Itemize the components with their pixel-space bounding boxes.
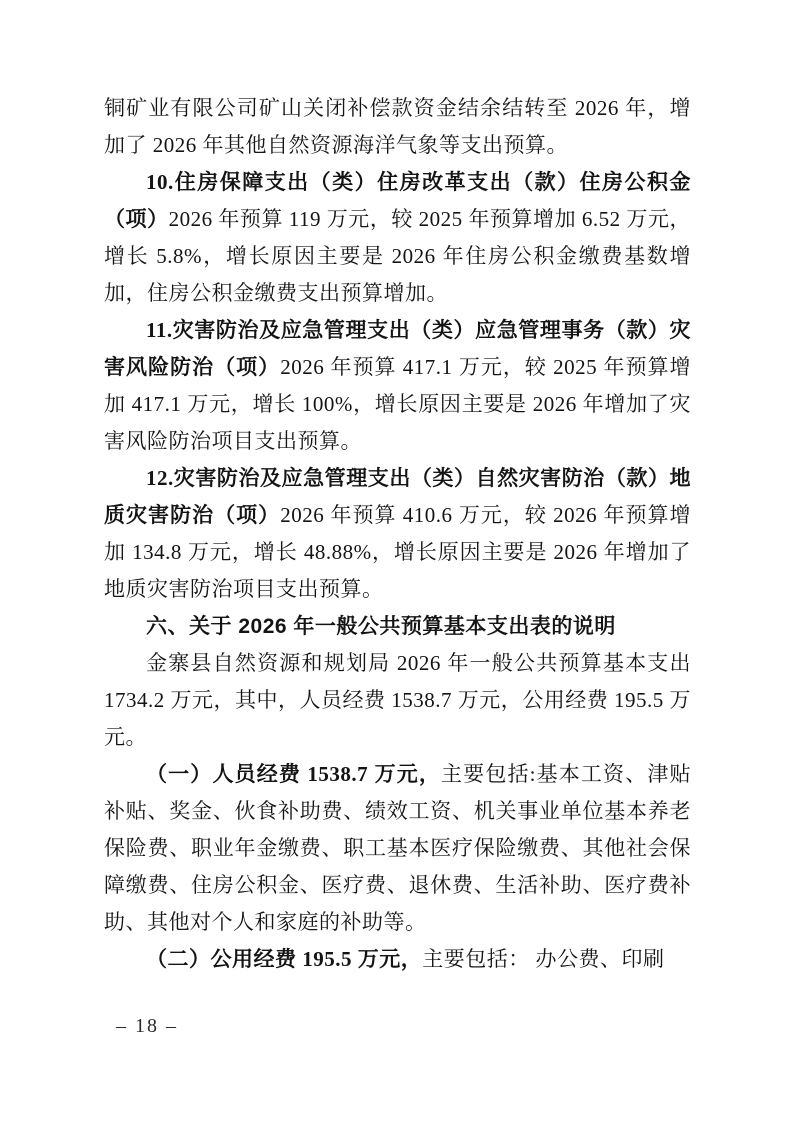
para-item-11-disaster-risk-prevention bbox=[104, 312, 691, 460]
para-carryover-continuation bbox=[104, 90, 691, 164]
text-run: 2026 年预算 417.1 万元，较 2025 年预算增加 417.1 万元，增长 100%，增长原因主要是 2026 年增加了灾害风险防治项目支出预算。 bbox=[104, 355, 692, 453]
text-run: 2026 年预算 410.6 万元，较 2026 年预算增加 134.8 万元，增长 48.88%，增长原因主要是 2026 年增加了地质灾害防治项目支出预算。 bbox=[104, 503, 692, 601]
section-heading-six bbox=[104, 608, 691, 645]
para-public-expense bbox=[104, 941, 691, 978]
text-run: 11.灾害防治及应急管理支出（类）应急管理事务（款）灾害风险防治（项） bbox=[104, 318, 691, 379]
page-number: – 18 – bbox=[116, 1015, 178, 1037]
text-run: 2026 年预算 119 万元，较 2025 年预算增加 6.52 万元，增长 5.8%，增长原因主要是 2026 年住房公积金缴费基数增加，住房公积金缴费支出预算增加。 bbox=[104, 207, 691, 305]
text-run: 主要包括:基本工资、津贴补贴、奖金、伙食补助费、绩效工资、机关事业单位基本养老保险费、职业年金缴费、职工基本医疗保险缴费、其他社会保障缴费、住房公积金、医疗费、退休费、生活补助、医疗费补助、其他对个人和家庭的补助等。 bbox=[104, 762, 691, 934]
document-body bbox=[104, 90, 691, 978]
text-run: 金寨县自然资源和规划局 2026 年一般公共预算基本支出 1734.2 万元，其中，人员经费 1538.7 万元，公用经费 195.5 万元。 bbox=[104, 651, 691, 749]
text-run: （一）人员经费 1538.7 万元， bbox=[146, 762, 442, 786]
para-basic-expenditure-summary bbox=[104, 645, 691, 756]
para-personnel-expense bbox=[104, 756, 691, 941]
text-run: （二）公用经费 195.5 万元， bbox=[146, 947, 423, 971]
text-run: 12.灾害防治及应急管理支出（类）自然灾害防治（款）地质灾害防治（项） bbox=[104, 466, 691, 527]
text-run: 10.住房保障支出（类）住房改革支出（款）住房公积金（项） bbox=[104, 170, 691, 231]
para-item-12-geological-disaster-prevention bbox=[104, 460, 691, 608]
para-item-10-housing-fund bbox=[104, 164, 691, 312]
text-run: 主要包括： 办公费、印刷 bbox=[422, 947, 665, 971]
text-run: 铜矿业有限公司矿山关闭补偿款资金结余结转至 2026 年，增加了 2026 年其他自然资源海洋气象等支出预算。 bbox=[104, 96, 691, 157]
text-run: 六、关于 2026 年一般公共预算基本支出表的说明 bbox=[146, 615, 616, 638]
